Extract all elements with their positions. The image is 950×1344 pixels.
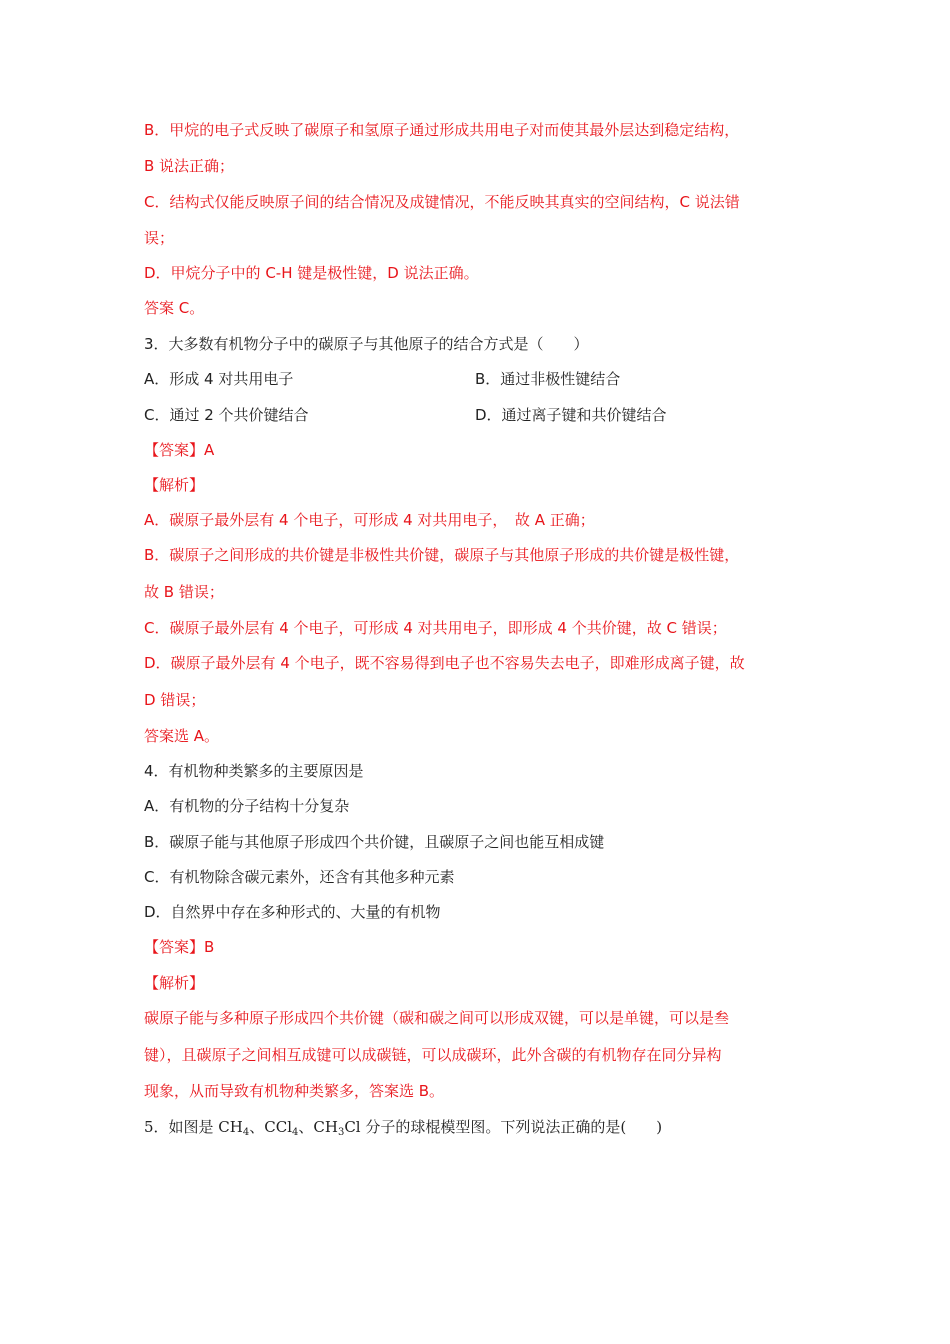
question-3-option-a: A．形成 4 对共用电子	[144, 370, 294, 388]
question-5-stem-prefix: 5．如图是 CH	[144, 1118, 243, 1136]
prev-analysis-c-line2: 误；	[144, 229, 175, 247]
question-3-analysis-c: C．碳原子最外层有 4 个电子，可形成 4 对共用电子，即形成 4 个共价键，故 C 错误；	[144, 619, 727, 637]
subscript-ch3: 3	[337, 1127, 345, 1138]
prev-analysis-b-line2: B 说法正确；	[144, 157, 235, 175]
question-5-stem	[144, 1117, 662, 1137]
question-3-option-c: C．通过 2 个共价键结合	[144, 406, 309, 424]
question-3-analysis-label: 【解析】	[144, 476, 205, 494]
question-3-analysis-b-line2: 故 B 错误；	[144, 583, 224, 601]
question-4-option-a: A．有机物的分子结构十分复杂	[144, 797, 350, 815]
question-3-analysis-a: A．碳原子最外层有 4 个电子，可形成 4 对共用电子， 故 A 正确；	[144, 511, 595, 529]
question-3-option-b: B．通过非极性键结合	[475, 370, 621, 388]
prev-analysis-b-line1: B．甲烷的电子式反映了碳原子和氢原子通过形成共用电子对而使其最外层达到稳定结构，	[144, 121, 740, 139]
question-4-option-c: C．有机物除含碳元素外，还含有其他多种元素	[144, 868, 455, 886]
question-3-analysis-d-line1: D．碳原子最外层有 4 个电子，既不容易得到电子也不容易失去电子，即难形成离子键，故	[144, 654, 745, 672]
prev-final-answer: 答案 C。	[144, 299, 205, 317]
question-4-analysis-line2: 键），且碳原子之间相互成键可以成碳链，可以成碳环，此外含碳的有机物存在同分异构	[144, 1046, 722, 1064]
question-3-stem: 3．大多数有机物分子中的碳原子与其他原子的结合方式是（ ）	[144, 335, 589, 353]
question-3-analysis-b-line1: B．碳原子之间形成的共价键是非极性共价键，碳原子与其他原子形成的共价键是极性键，	[144, 546, 740, 564]
subscript-ch4: 4	[242, 1127, 250, 1138]
question-3-option-d: D．通过离子键和共价键结合	[475, 406, 667, 424]
question-3-final-answer: 答案选 A。	[144, 727, 220, 745]
question-4-answer: 【答案】B	[144, 938, 215, 956]
prev-analysis-d-line: D．甲烷分子中的 C-H 键是极性键，D 说法正确。	[144, 264, 479, 282]
question-3-analysis-d-line2: D 错误；	[144, 691, 206, 709]
question-5-stem-suffix: Cl 分子的球棍模型图。下列说法正确的是( )	[344, 1118, 663, 1136]
question-4-analysis-line3: 现象，从而导致有机物种类繁多，答案选 B。	[144, 1082, 445, 1100]
question-4-stem: 4．有机物种类繁多的主要原因是	[144, 762, 364, 780]
prev-analysis-c-line1: C．结构式仅能反映原子间的结合情况及成键情况，不能反映其真实的空间结构，C 说法错	[144, 193, 740, 211]
question-4-option-d: D．自然界中存在多种形式的、大量的有机物	[144, 903, 441, 921]
question-5-stem-ccl: 、CCl	[249, 1118, 293, 1136]
question-4-analysis-label: 【解析】	[144, 974, 205, 992]
question-4-analysis-line1: 碳原子能与多种原子形成四个共价键（碳和碳之间可以形成双键，可以是单键，可以是叁	[144, 1009, 730, 1027]
question-4-option-b: B．碳原子能与其他原子形成四个共价键，且碳原子之间也能互相成键	[144, 833, 605, 851]
subscript-ccl4: 4	[292, 1127, 299, 1138]
question-3-answer: 【答案】A	[144, 441, 215, 459]
question-5-stem-ch: 、CH	[298, 1118, 338, 1136]
